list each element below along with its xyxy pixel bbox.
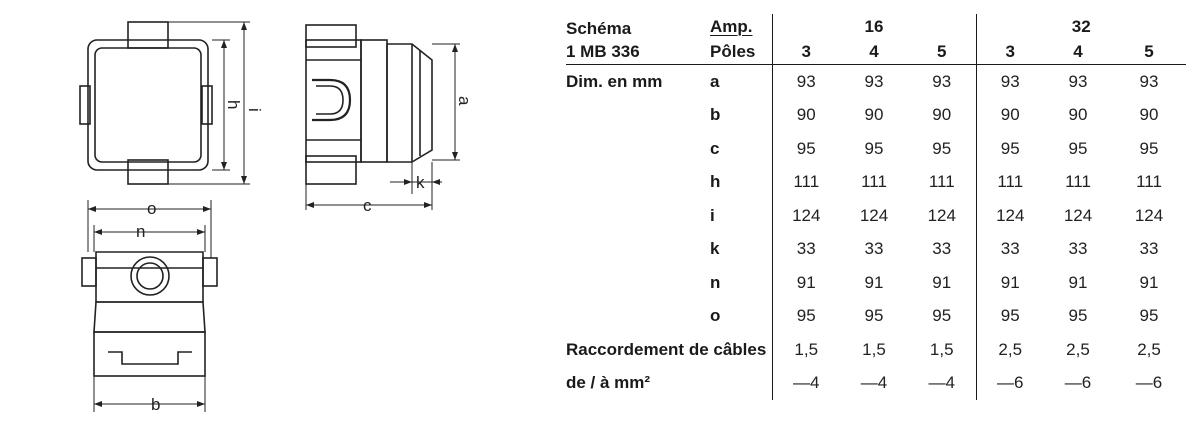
table-cell: —4 bbox=[860, 373, 888, 393]
table-cell: —6 bbox=[1064, 373, 1092, 393]
table-cell: 124 bbox=[976, 199, 1044, 233]
row-key: k bbox=[710, 239, 720, 259]
table-cell: 95 bbox=[772, 132, 840, 166]
table-cell: 1,5 bbox=[862, 339, 886, 359]
table-cell: 95 bbox=[772, 300, 840, 334]
dim-label: Dim. en mm bbox=[566, 71, 663, 91]
bottom-view bbox=[82, 200, 217, 412]
table-cell: 124 bbox=[772, 199, 840, 233]
row-key: b bbox=[710, 105, 721, 125]
dimension-table bbox=[566, 14, 1186, 400]
table-cell: 2,5 bbox=[976, 333, 1044, 367]
table-cell: 33 bbox=[1068, 239, 1088, 259]
table-cell: 95 bbox=[1139, 306, 1159, 326]
dim-label-k: k bbox=[416, 173, 425, 192]
table-cell: 33 bbox=[932, 239, 952, 259]
dim-label-a: a bbox=[455, 96, 474, 106]
table-cell: 91 bbox=[976, 266, 1044, 300]
pole-header: 5 bbox=[1112, 39, 1186, 65]
table-cell: 111 bbox=[1136, 172, 1162, 192]
row-key: n bbox=[710, 272, 721, 292]
table-cell: 111 bbox=[1065, 172, 1091, 192]
technical-drawing bbox=[0, 0, 560, 427]
row-key: i bbox=[710, 205, 715, 225]
dim-label-n: n bbox=[136, 222, 146, 241]
table-cell: 91 bbox=[772, 266, 840, 300]
table-cell: 111 bbox=[976, 166, 1044, 200]
row-key: c bbox=[710, 138, 720, 158]
table-cell: 33 bbox=[1139, 239, 1159, 259]
header-row-amp bbox=[566, 14, 1186, 39]
table-cell: 93 bbox=[976, 65, 1044, 99]
table-row bbox=[566, 65, 1186, 99]
table-cell: 90 bbox=[1068, 105, 1088, 125]
table-cell: 91 bbox=[864, 272, 884, 292]
schema-label: Schéma bbox=[566, 19, 632, 38]
dim-label-i: i bbox=[245, 108, 264, 112]
pole-header: 3 bbox=[976, 39, 1044, 65]
table-cell: 90 bbox=[932, 105, 952, 125]
table-row-cable-max bbox=[566, 367, 1186, 401]
table-cell: 124 bbox=[859, 205, 889, 225]
table-row bbox=[566, 300, 1186, 334]
table-cell: 1,5 bbox=[929, 339, 954, 359]
table-cell: 93 bbox=[772, 65, 840, 99]
side-view bbox=[306, 25, 460, 210]
table-cell: 1,5 bbox=[772, 333, 840, 367]
model-label: 1 MB 336 bbox=[566, 39, 704, 65]
table-row bbox=[566, 199, 1186, 233]
table-row bbox=[566, 132, 1186, 166]
dim-label-h: h bbox=[224, 100, 243, 110]
amp-group-16: 16 bbox=[772, 14, 976, 39]
table-cell: 90 bbox=[772, 99, 840, 133]
table-cell: 91 bbox=[1139, 272, 1159, 292]
table-cell: 95 bbox=[932, 138, 952, 158]
row-key: a bbox=[710, 71, 720, 91]
dim-label-c: c bbox=[363, 196, 372, 215]
table-cell: 91 bbox=[932, 272, 952, 292]
pole-header: 4 bbox=[840, 39, 908, 65]
table-row bbox=[566, 233, 1186, 267]
table-cell: 124 bbox=[927, 205, 956, 225]
pole-header: 5 bbox=[908, 39, 976, 65]
table-cell: —6 bbox=[976, 367, 1044, 401]
table-cell: 95 bbox=[932, 306, 952, 326]
table-cell: 93 bbox=[932, 71, 952, 91]
table-cell: 91 bbox=[1068, 272, 1088, 292]
dim-label-b: b bbox=[151, 395, 161, 414]
dim-label-o: o bbox=[147, 199, 157, 218]
table-row bbox=[566, 266, 1186, 300]
table-cell: —4 bbox=[928, 373, 955, 393]
table-cell: 95 bbox=[1139, 138, 1159, 158]
poles-label: Pôles bbox=[704, 39, 772, 65]
table-cell: 93 bbox=[1139, 71, 1159, 91]
row-key: o bbox=[710, 306, 721, 326]
table-cell: 111 bbox=[772, 166, 840, 200]
amp-group-32: 32 bbox=[976, 14, 1186, 39]
pole-header: 4 bbox=[1044, 39, 1112, 65]
table-cell: 124 bbox=[1063, 205, 1093, 225]
table-row bbox=[566, 99, 1186, 133]
table-cell: 90 bbox=[1139, 105, 1159, 125]
table-cell: 111 bbox=[928, 172, 955, 192]
table-cell: 2,5 bbox=[1066, 339, 1090, 359]
pole-header: 3 bbox=[772, 39, 840, 65]
cable-unit-label: de / à mm² bbox=[566, 373, 651, 393]
table-cell: 93 bbox=[1068, 71, 1088, 91]
table-cell: 95 bbox=[976, 132, 1044, 166]
row-key: h bbox=[710, 172, 721, 192]
table-cell: 33 bbox=[976, 233, 1044, 267]
table-cell: 95 bbox=[1068, 306, 1088, 326]
amp-label: Amp. bbox=[710, 16, 753, 36]
table-cell: 33 bbox=[864, 239, 884, 259]
table-cell: 95 bbox=[864, 306, 884, 326]
cable-label: Raccordement de câbles bbox=[566, 339, 767, 359]
table-cell: 111 bbox=[861, 172, 887, 192]
table-cell: 124 bbox=[1134, 205, 1164, 225]
table-row-cable bbox=[566, 333, 1186, 367]
table-cell: 93 bbox=[864, 71, 884, 91]
table-cell: —4 bbox=[772, 367, 840, 401]
header-row-poles bbox=[566, 39, 1186, 65]
table-row bbox=[566, 166, 1186, 200]
table-cell: 33 bbox=[772, 233, 840, 267]
table-cell: —6 bbox=[1135, 373, 1163, 393]
table-cell: 90 bbox=[976, 99, 1044, 133]
table-cell: 95 bbox=[1068, 138, 1088, 158]
table-cell: 90 bbox=[864, 105, 884, 125]
table-cell: 2,5 bbox=[1137, 339, 1161, 359]
table-cell: 95 bbox=[864, 138, 884, 158]
table-cell: 95 bbox=[976, 300, 1044, 334]
